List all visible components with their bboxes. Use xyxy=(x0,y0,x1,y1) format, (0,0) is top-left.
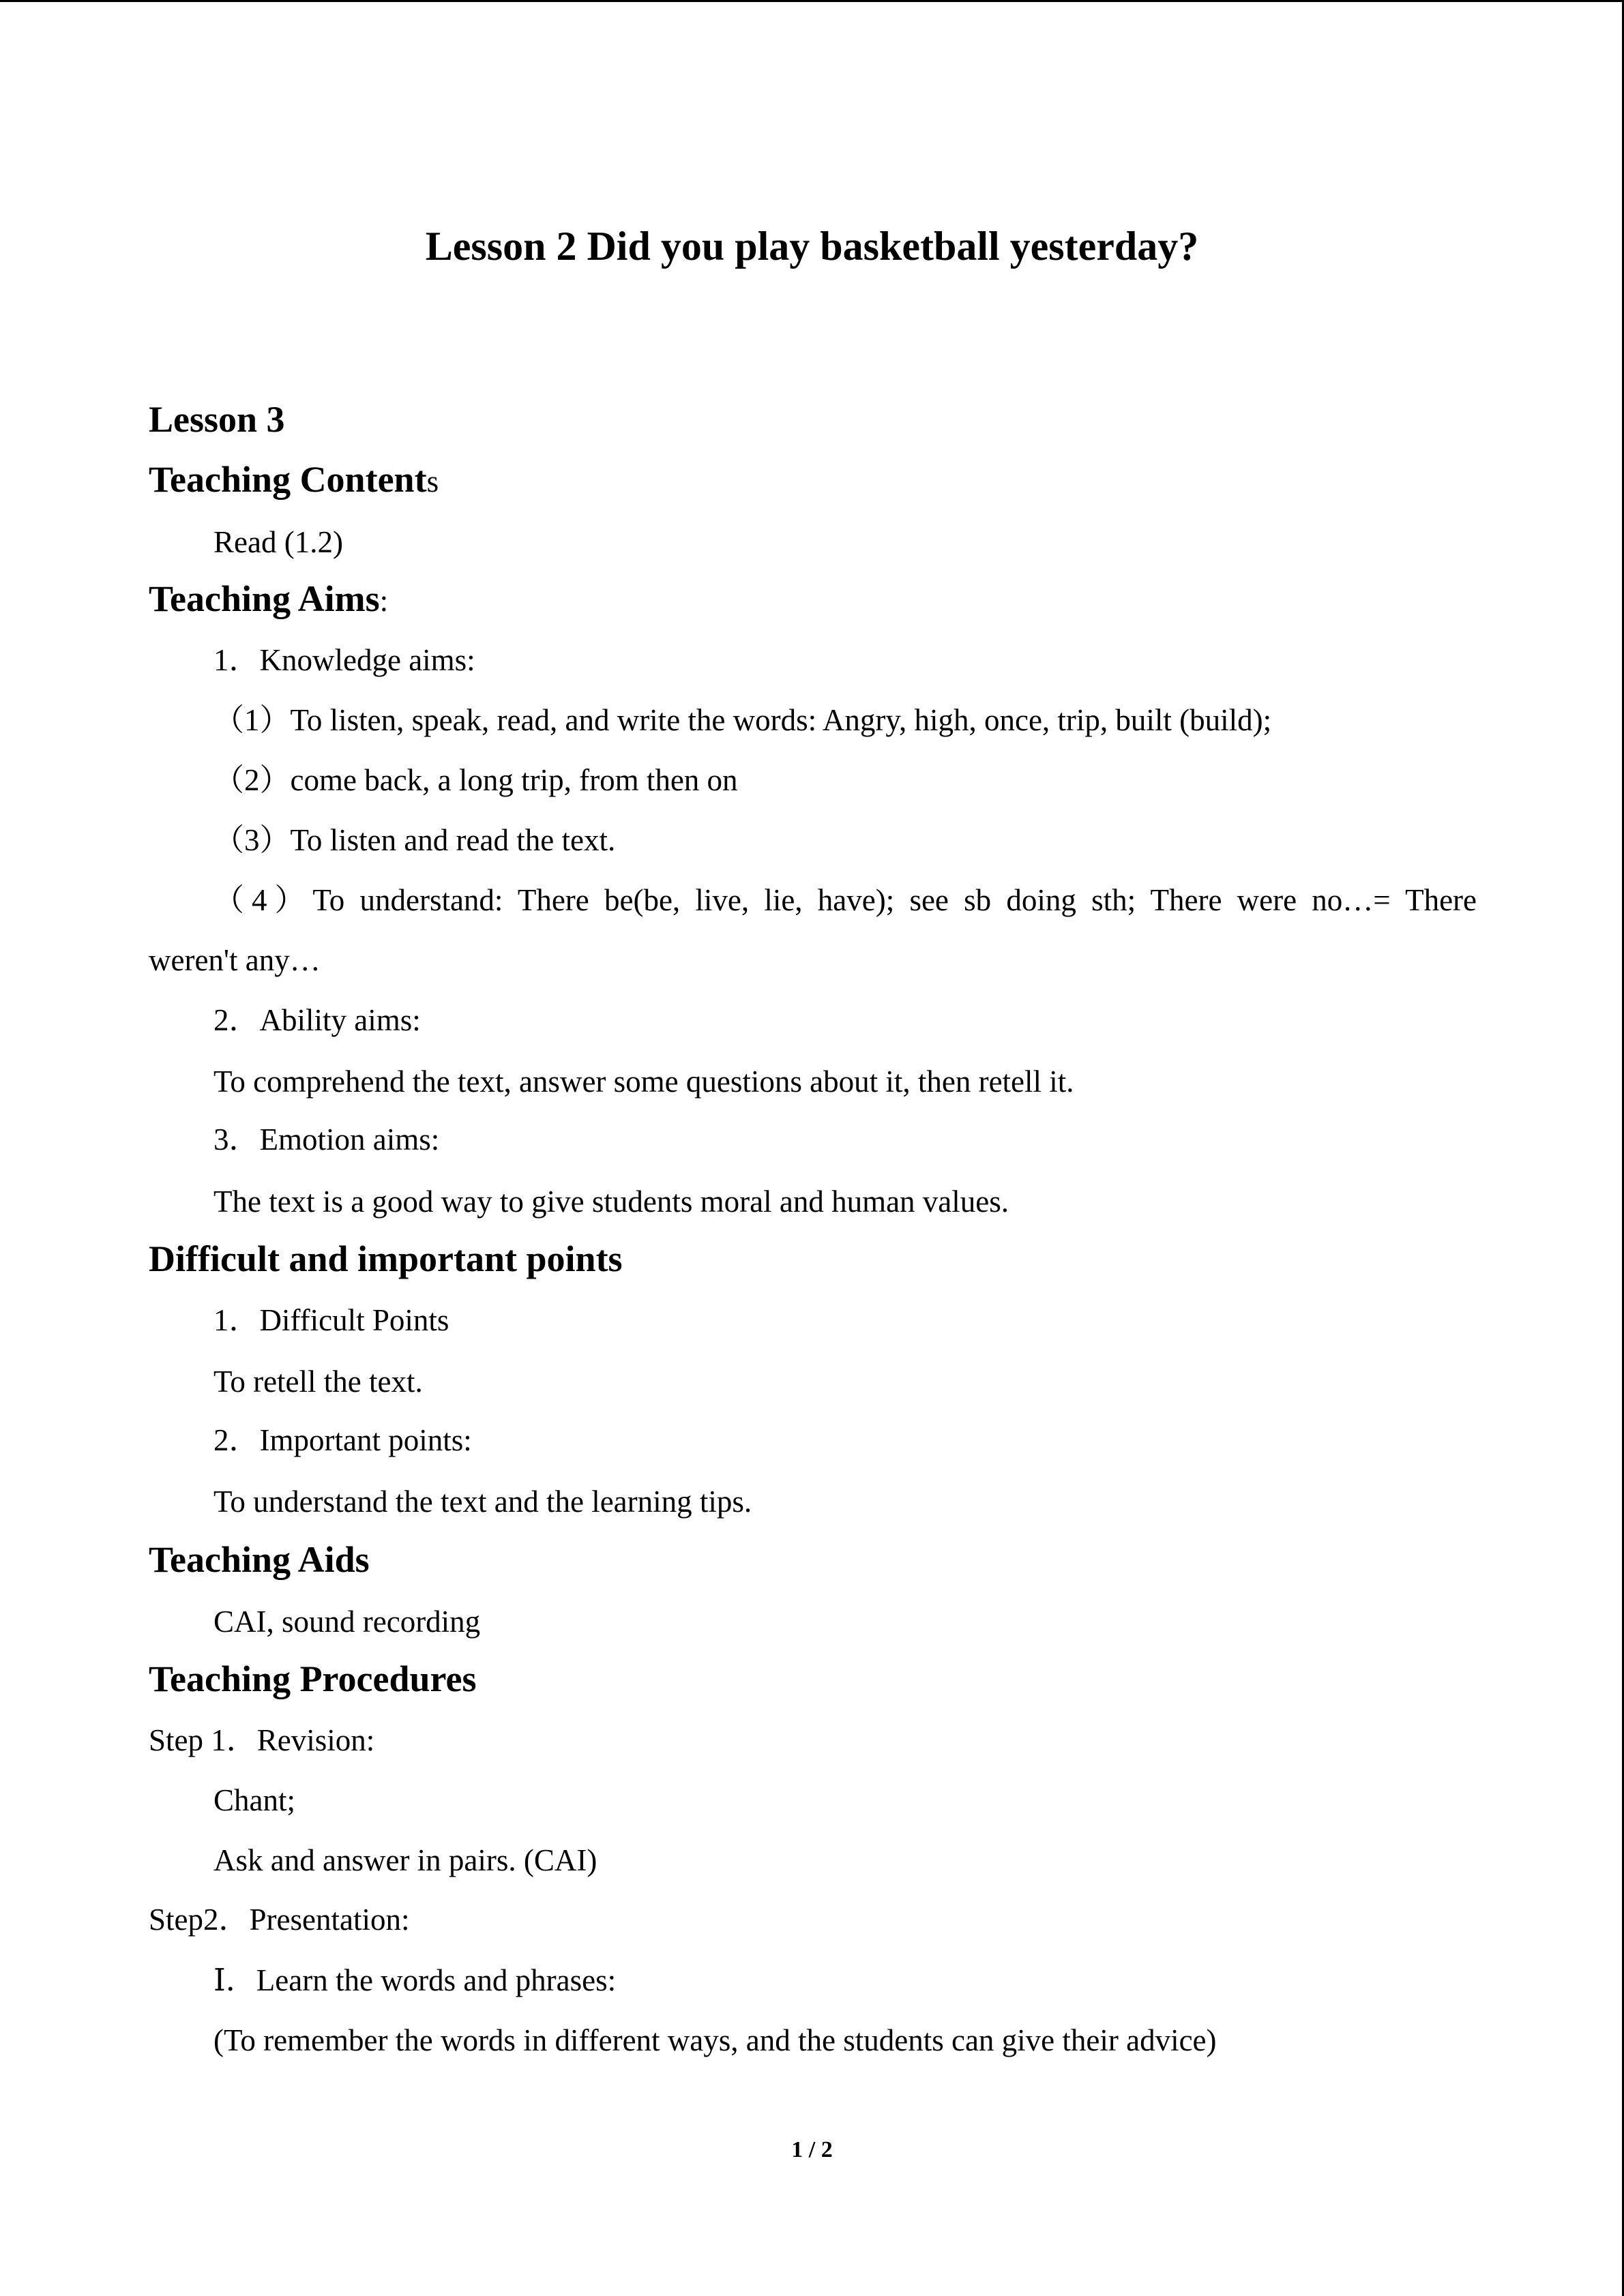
teaching-contents-heading xyxy=(149,456,1479,505)
knowledge-aim-1: （1）To listen, speak, read, and write the words: Angry, high, once, trip, built (build); xyxy=(213,703,1272,737)
knowledge-aim-4-continued: weren't any… xyxy=(149,943,321,977)
knowledge-aim-2: （2）come back, a long trip, from then on xyxy=(213,763,738,797)
step1-label: Step 1．Revision: xyxy=(149,1723,375,1757)
teaching-contents-body: Read (1.2) xyxy=(213,525,343,559)
step1-chant: Chant; xyxy=(213,1783,295,1817)
difficult-points-body: To retell the text. xyxy=(213,1365,423,1399)
step2-subheading: Ⅰ．Learn the words and phrases: xyxy=(213,1963,617,1997)
step1-ask-answer: Ask and answer in pairs. (CAI) xyxy=(213,1843,597,1877)
emotion-aims-body: The text is a good way to give students moral and human values. xyxy=(213,1184,1009,1219)
knowledge-aims-label: 1．Knowledge aims: xyxy=(213,643,475,677)
teaching-aids-body: CAI, sound recording xyxy=(213,1605,481,1639)
ability-aims-body: To comprehend the text, answer some questions about it, then retell it. xyxy=(213,1064,1074,1099)
important-points-body: To understand the text and the learning tips. xyxy=(213,1485,752,1519)
teaching-contents-heading-text: Teaching Content xyxy=(149,459,427,500)
difficult-points-heading: Difficult and important points xyxy=(149,1238,623,1279)
teaching-aims-heading-text: Teaching Aims xyxy=(149,578,380,619)
lesson-heading: Lesson 3 xyxy=(149,399,285,440)
document-title: Lesson 2 Did you play basketball yesterday? xyxy=(425,224,1199,269)
difficult-points-label: 1．Difficult Points xyxy=(213,1303,449,1337)
knowledge-aim-4: （4）To understand: There be(be, live, lie, have); see sb doing sth; There were no…= There xyxy=(213,883,1477,917)
teaching-contents-heading-suffix: s xyxy=(426,464,439,498)
knowledge-aim-3: （3）To listen and read the text. xyxy=(213,823,616,857)
teaching-aims-heading-suffix: : xyxy=(379,584,389,618)
step2-note: (To remember the words in different ways, and the students can give their advice) xyxy=(213,2023,1217,2057)
emotion-aims-label: 3．Emotion aims: xyxy=(213,1122,440,1157)
teaching-aids-heading: Teaching Aids xyxy=(149,1539,370,1580)
step2-label: Step2．Presentation: xyxy=(149,1903,410,1937)
teaching-aims-heading xyxy=(149,575,1479,625)
page-number: 1 / 2 xyxy=(791,2137,833,2162)
teaching-procedures-heading: Teaching Procedures xyxy=(149,1658,477,1699)
important-points-label: 2．Important points: xyxy=(213,1423,472,1457)
ability-aims-label: 2．Ability aims: xyxy=(213,1003,421,1037)
